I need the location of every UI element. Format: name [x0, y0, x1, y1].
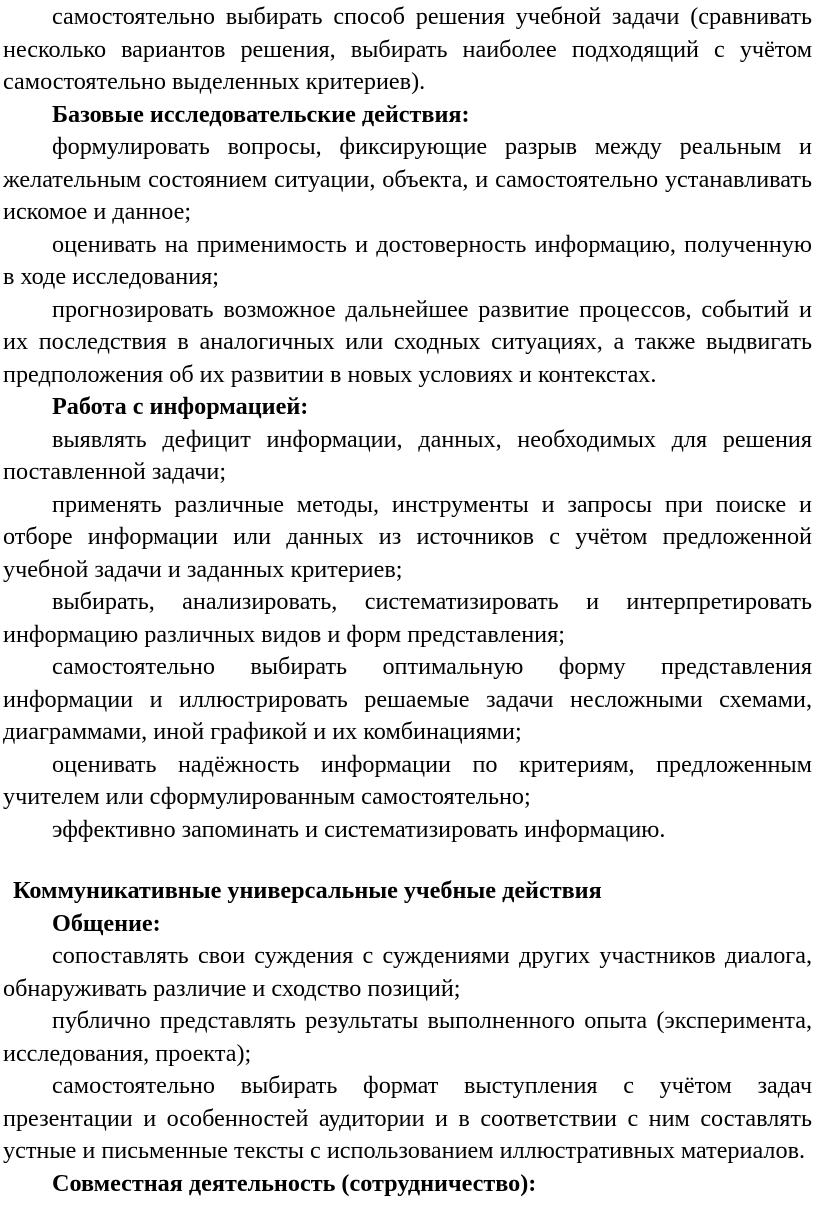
paragraph-present-results: публично представлять результаты выполненного опыта (эксперимента, исследования, проекта);	[3, 1007, 812, 1067]
paragraph-identify-information-deficit: выявлять дефицит информации, данных, необходимых для решения поставленной задачи;	[3, 425, 812, 485]
paragraph-choose-representation-form: самостоятельно выбирать оптимальную форму представления информации и иллюстрировать решаемые задачи несложными схемами, диаграммами, иной графикой и их комбинациями;	[3, 653, 812, 745]
paragraph-choose-solution-method: самостоятельно выбирать способ решения учебной задачи (сравнивать несколько вариантов решения, выбирать наиболее подходящий с учётом самостоятельно выделенных критериев).	[3, 3, 812, 95]
paragraph-memorize-systematize: эффективно запоминать и систематизировать информацию.	[52, 815, 666, 843]
paragraph-analyze-systematize: выбирать, анализировать, систематизировать и интерпретировать информацию различных видов и форм представления;	[3, 588, 812, 648]
subheading-basic-research-actions: Базовые исследовательские действия:	[52, 100, 470, 128]
paragraph-forecast-development: прогнозировать возможное дальнейшее развитие процессов, событий и их последствия в аналогичных или сходных ситуациях, а также выдвигать предположения об их развитии в новых условиях и контекстах.	[3, 295, 812, 388]
section-heading-communicative-actions: Коммуникативные универсальные учебные действия	[13, 877, 602, 904]
subheading-working-with-information: Работа с информацией:	[52, 393, 309, 420]
paragraph-apply-search-methods: применять различные методы, инструменты и запросы при поиске и отборе информации или данных из источников с учётом предложенной учебной задачи и заданных критериев;	[3, 490, 812, 583]
paragraph-evaluate-information: оценивать на применимость и достоверность информацию, полученную в ходе исследования;	[3, 230, 812, 290]
paragraph-compare-judgements: сопоставлять свои суждения с суждениями других участников диалога, обнаруживать различие и сходство позиций;	[3, 942, 812, 1002]
subheading-cooperation: Совместная деятельность (сотрудничество):	[52, 1169, 537, 1197]
subheading-communication: Общение:	[52, 909, 161, 937]
paragraph-evaluate-reliability: оценивать надёжность информации по критериям, предложенным учителем или сформулированным самостоятельно;	[3, 750, 812, 810]
paragraph-choose-presentation-format: самостоятельно выбирать формат выступления с учётом задач презентации и особенностей аудитории и в соответствии с ним составлять устные и письменные тексты с использованием иллюстративных материалов.	[3, 1072, 812, 1164]
paragraph-formulate-questions: формулировать вопросы, фиксирующие разрыв между реальным и желательным состоянием ситуации, объекта, и самостоятельно устанавливать искомое и данное;	[3, 133, 812, 225]
